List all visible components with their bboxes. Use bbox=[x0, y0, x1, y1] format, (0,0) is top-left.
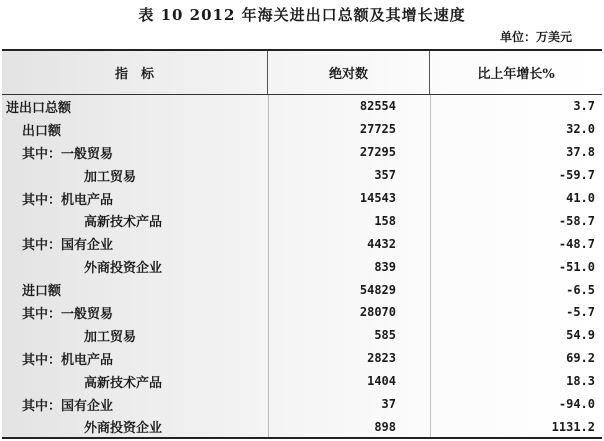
row-growth: 32.0 bbox=[566, 122, 595, 137]
row-label: 其中：国有企业 bbox=[22, 398, 114, 414]
row-label: 出口额 bbox=[22, 123, 62, 139]
table-row bbox=[2, 370, 602, 393]
row-growth: -5.7 bbox=[566, 305, 595, 320]
row-growth: 54.9 bbox=[566, 328, 595, 343]
table-row bbox=[2, 232, 602, 255]
row-value: 585 bbox=[374, 328, 396, 343]
data-table bbox=[2, 49, 602, 439]
row-value: 2823 bbox=[367, 351, 396, 366]
row-value: 839 bbox=[374, 259, 396, 274]
table-title: 表 10 2012 年海关进出口总额及其增长速度 bbox=[138, 6, 466, 24]
table-row bbox=[2, 347, 602, 370]
row-growth: -94.0 bbox=[558, 397, 595, 412]
table-row bbox=[2, 415, 602, 438]
table-row bbox=[2, 209, 602, 232]
table-row bbox=[2, 324, 602, 347]
row-growth: -58.7 bbox=[558, 213, 595, 228]
table-header bbox=[2, 51, 602, 95]
table-row bbox=[2, 164, 602, 187]
row-growth: 41.0 bbox=[566, 191, 595, 205]
row-label: 外商投资企业 bbox=[84, 261, 163, 277]
table-row bbox=[2, 141, 602, 164]
row-label: 进口额 bbox=[22, 284, 62, 300]
row-growth: 37.8 bbox=[566, 145, 595, 160]
row-value: 27725 bbox=[359, 122, 396, 137]
row-value: 14543 bbox=[359, 191, 396, 205]
row-label: 其中：一般贸易 bbox=[22, 306, 114, 322]
row-value: 27295 bbox=[359, 145, 396, 160]
row-label: 其中：一般贸易 bbox=[22, 146, 114, 162]
row-value: 357 bbox=[374, 168, 396, 183]
table-row bbox=[2, 255, 602, 278]
header-growth-rate: 比上年增长% bbox=[477, 67, 555, 82]
row-value: 28070 bbox=[359, 305, 396, 320]
row-label: 高新技术产品 bbox=[84, 215, 163, 231]
table-row bbox=[2, 118, 602, 141]
row-growth: -6.5 bbox=[566, 282, 595, 297]
row-value: 898 bbox=[374, 419, 396, 434]
row-growth: -59.7 bbox=[558, 168, 595, 183]
row-label: 外商投资企业 bbox=[84, 421, 163, 437]
row-label: 其中：机电产品 bbox=[22, 352, 114, 368]
row-growth: 3.7 bbox=[573, 99, 595, 114]
row-value: 82554 bbox=[359, 99, 396, 114]
row-label: 加工贸易 bbox=[84, 329, 137, 345]
row-value: 158 bbox=[374, 213, 396, 228]
row-label: 进出口总额 bbox=[6, 100, 72, 116]
row-growth: 18.3 bbox=[566, 374, 595, 389]
header-indicator: 指 标 bbox=[2, 51, 268, 94]
table-row bbox=[2, 187, 602, 210]
row-growth: -51.0 bbox=[558, 259, 595, 274]
row-value: 1404 bbox=[367, 374, 396, 389]
header-absolute-value: 绝对数 bbox=[268, 51, 430, 94]
row-label: 其中：国有企业 bbox=[22, 238, 114, 254]
table-row bbox=[2, 393, 602, 416]
row-label: 加工贸易 bbox=[84, 169, 137, 185]
row-growth: -48.7 bbox=[558, 236, 595, 251]
unit-label: 单位：万美元 bbox=[499, 30, 572, 44]
row-value: 54829 bbox=[359, 282, 396, 297]
row-value: 37 bbox=[381, 397, 396, 412]
row-value: 4432 bbox=[367, 236, 396, 251]
row-growth: 1131.2 bbox=[551, 419, 595, 434]
row-label: 其中：机电产品 bbox=[22, 192, 114, 208]
row-label: 高新技术产品 bbox=[84, 375, 163, 391]
table-row bbox=[2, 95, 602, 118]
table-row bbox=[2, 301, 602, 324]
table-row bbox=[2, 278, 602, 301]
table-body bbox=[2, 95, 602, 438]
row-growth: 69.2 bbox=[566, 351, 595, 366]
